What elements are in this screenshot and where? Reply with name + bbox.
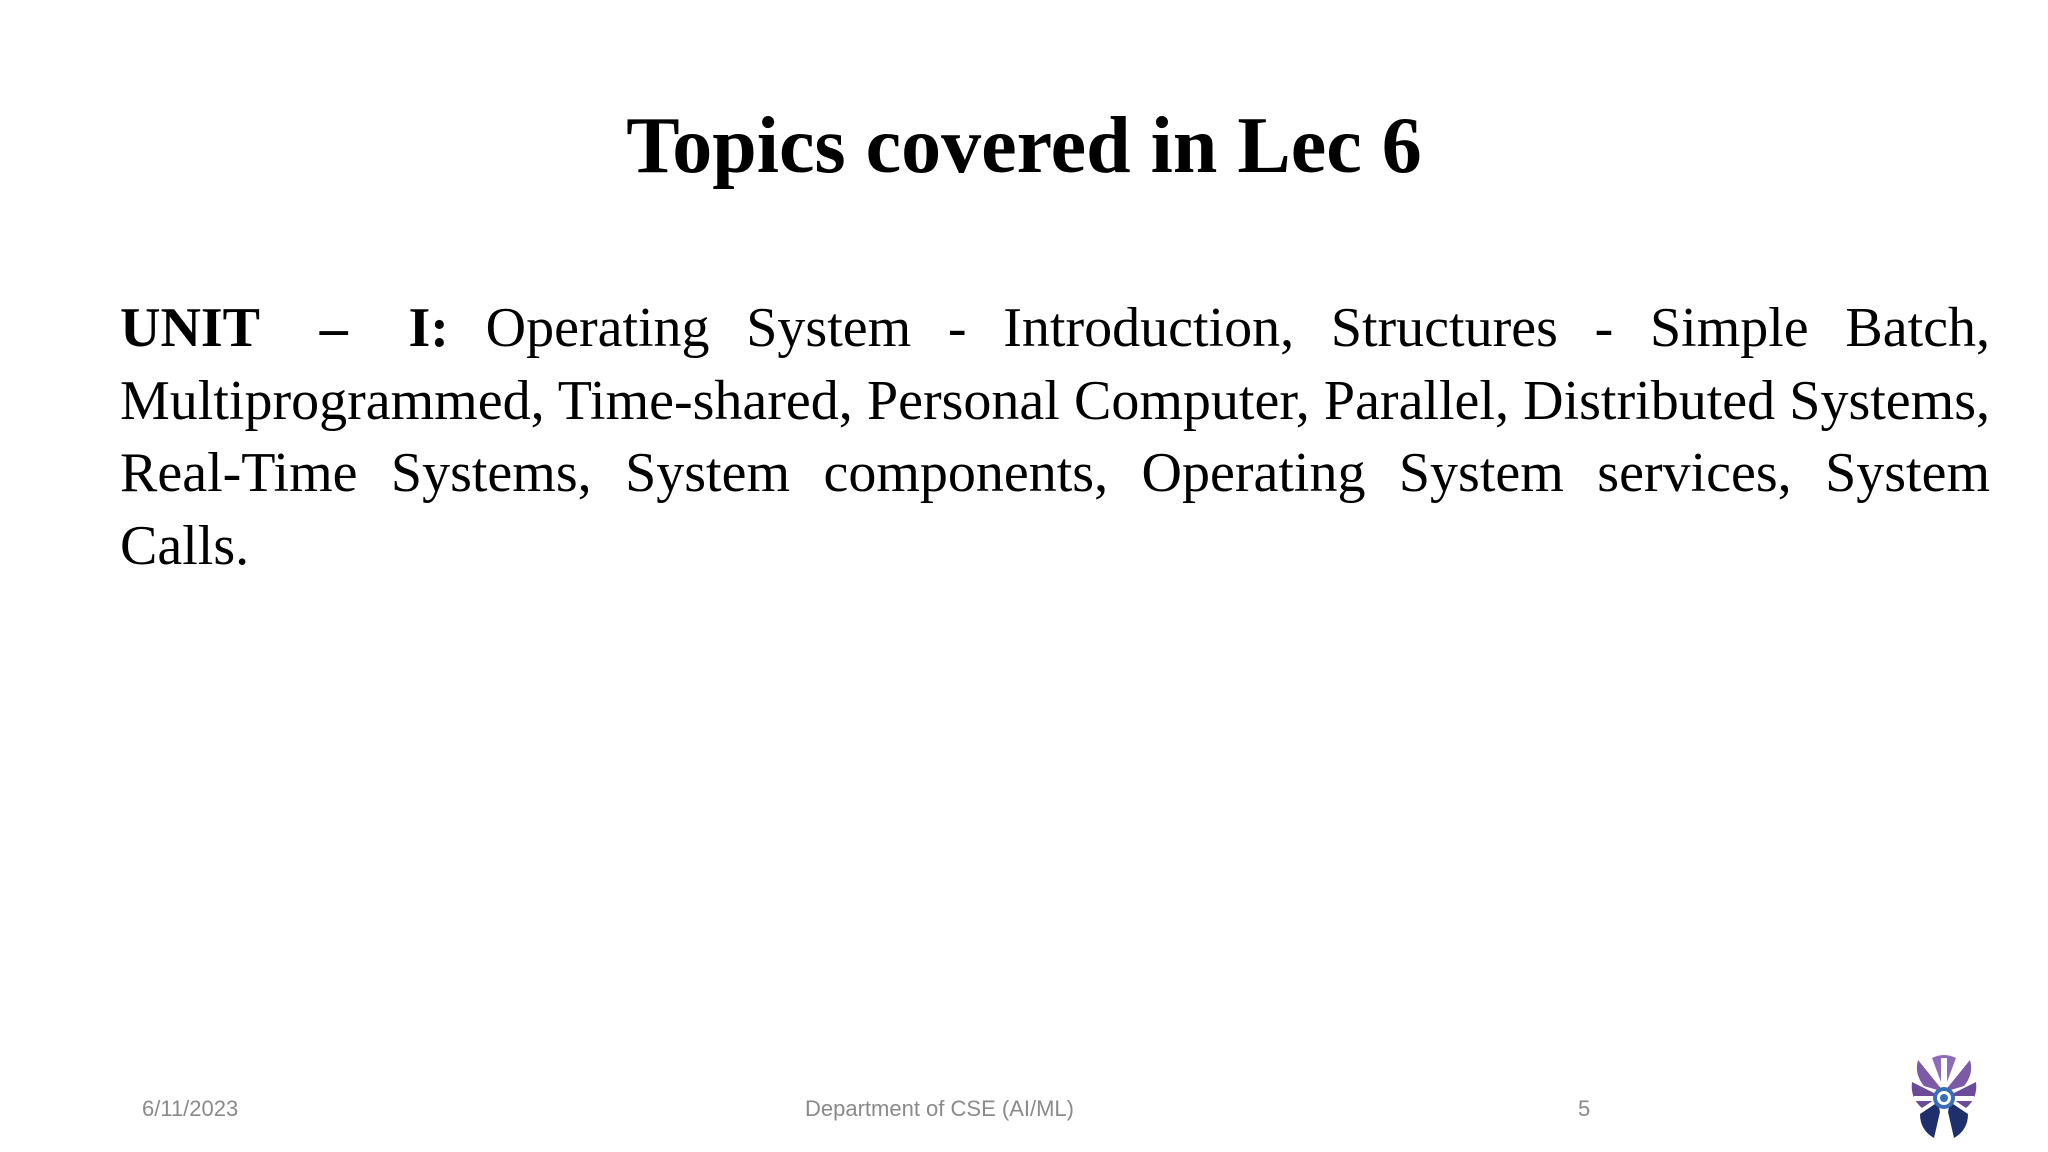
topics-text: Operating System - Introduction, Structures - Simple Batch, Multiprogrammed, Time-shared, Personal Computer, Parallel, Distributed Systems, Real-Time Systems, System components, Operating System services, System Calls. — [120, 297, 1991, 577]
slide-title: Topics covered in Lec 6 — [626, 102, 1422, 190]
footer-department: Department of CSE (AI/ML) — [805, 1096, 1074, 1121]
footer-page-number: 5 — [1578, 1096, 1591, 1121]
topics-paragraph — [120, 292, 1990, 582]
footer-date: 6/11/2023 — [142, 1096, 239, 1121]
unit-label: UNIT – I: — [120, 297, 449, 359]
institution-logo-icon — [1910, 1052, 1978, 1140]
